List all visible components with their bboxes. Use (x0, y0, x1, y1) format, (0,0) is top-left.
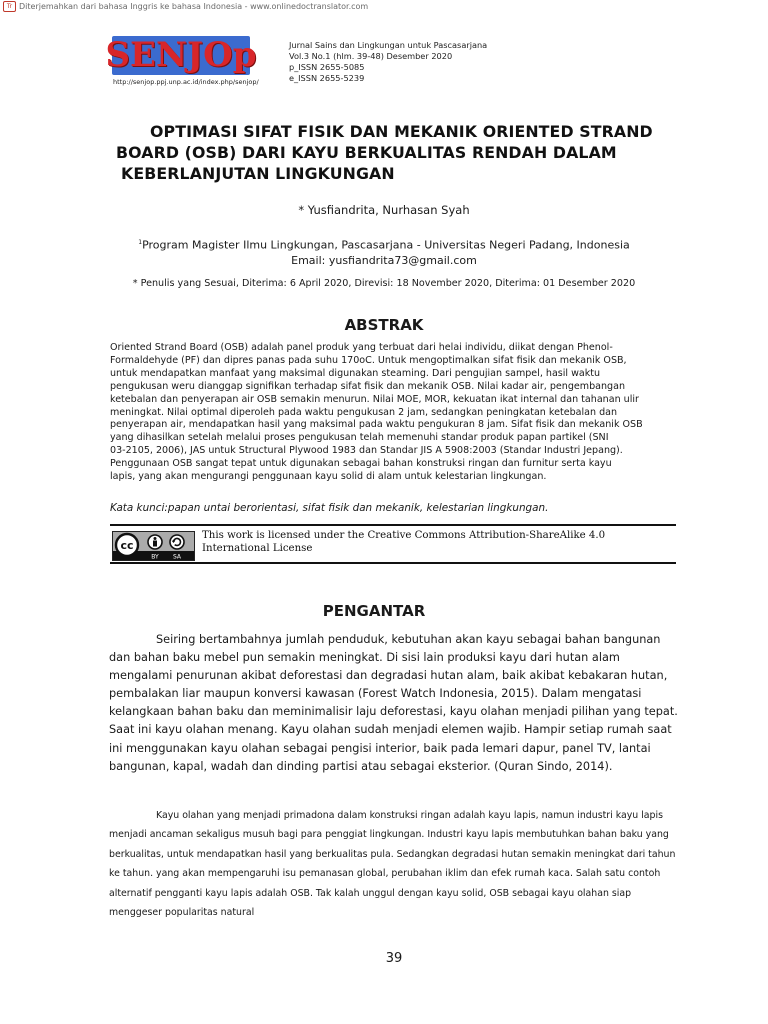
license-text-line: International License (202, 543, 313, 554)
translator-banner-text[interactable]: Diterjemahkan dari bahasa Inggris ke bahasa Indonesia - www.onlinedoctranslator.com (19, 1, 369, 11)
abstract-line: Oriented Strand Board (OSB) adalah panel produk yang terbuat dari helai individu, diikat dengan Phenol- (110, 342, 613, 353)
journal-logo (105, 35, 257, 75)
license-text[interactable] (202, 529, 605, 555)
abstract-line: penyerapan air, mendapatkan hasil yang maksimal pada waktu pengukuran 8 jam. Sifat fisik dan mekanik OSB (110, 419, 643, 431)
abstract-line: pengukusan weru dianggap signifikan terhadap sifat fisik dan mekanik OSB. Nilai kadar air, pengembangan (110, 380, 625, 392)
journal-pissn: p_ISSN 2655-5085 (289, 62, 365, 72)
license-box (110, 523, 676, 565)
article-title (116, 121, 676, 184)
title-line: OPTIMASI SIFAT FISIK DAN MEKANIK ORIENTED STRAND (150, 122, 653, 141)
abstract-line: ketebalan dan penyerapan air OSB semakin menurun. Nilai MOE, MOR, kekuatan ikat internal dan tahanan ulir (110, 393, 639, 405)
abstract-line: Formaldehyde (PF) dan dipres panas pada suhu 170oC. Untuk mengoptimalkan sifat fisik dan mekanik OSB, (110, 354, 627, 366)
abstract-line: yang dihasilkan setelah melalui proses pengukusan telah memenuhi standar produk papan partikel (SNI (110, 432, 609, 444)
abstract-line: 03-2105, 2006), JAS untuk Structural Plywood 1983 dan Standar JIS A 5908:2003 (Standar Industri Jepang). (110, 445, 623, 457)
section-heading: PENGANTAR (322, 602, 426, 620)
license-rule-top (110, 524, 676, 526)
abstract-line: untuk mendapatkan manfaat yang maksimal digunakan steaming. Dari pengujian sampel, hasil waktu (110, 367, 601, 379)
cc-icon-label: cc (120, 539, 134, 552)
translator-banner[interactable] (0, 0, 368, 12)
author-email[interactable]: Email: yusfiandrita73@gmail.com (291, 253, 477, 267)
affiliation-mark: 1 (138, 239, 143, 246)
page-number: 39 (385, 951, 403, 966)
abstract-heading: ABSTRAK (344, 316, 424, 334)
translate-icon: Tr (3, 1, 16, 12)
cc-badge-graphic (113, 532, 194, 560)
journal-eissn: e_ISSN 2655-5239 (289, 73, 365, 83)
title-line: KEBERLANJUTAN LINGKUNGAN (121, 164, 395, 183)
title-line: BOARD (OSB) DARI KAYU BERKUALITAS RENDAH DALAM (116, 143, 617, 162)
sa-label: SA (172, 553, 182, 560)
abstract-line: meningkat. Nilai optimal diperoleh pada waktu pengukusan 2 jam, sedangkan peningkatan ketebalan dan (110, 406, 618, 418)
license-rule-bottom (110, 562, 676, 564)
abstract-keywords: Kata kunci:papan untai berorientasi, sifat fisik dan mekanik, kelestarian lingkungan. (110, 502, 549, 514)
abstract-line: lapis, yang akan mengurangi penggunaan kayu solid di alam untuk kelestarian lingkungan. (110, 471, 547, 483)
cc-by-sa-badge[interactable] (112, 531, 195, 561)
intro-paragraph-1-text: Seiring bertambahnya jumlah penduduk, kebutuhan akan kayu sebagai bahan bangunan dan bahan baku mebel pun semakin meningkat. Di sisi lain produksi kayu dari hutan alam mengalami penurunan akibat deforestasi dan degradasi hutan alam, baik akibat kebakaran hutan, pembalakan liar maupun konversi kawasan (Forest Watch Indonesia, 2015). Dalam mengatasi kelangkaan bahan baku dan meminimalisir laju deforestasi, kayu olahan menjadi pilihan yang tepat. Saat ini kayu olahan menang. Kayu olahan sudah menjadi elemen wajib. Hampir setiap rumah saat ini menggunakan kayu olahan sebagai pengisi interior, baik pada lemari dapur, panel TV, lantai bangunan, kapal, wadah dan dinding partisi atau sebagai eksterior. (Quran Sindo, 2014). (109, 633, 678, 773)
journal-name: Jurnal Sains dan Lingkungan untuk Pascasarjana (289, 40, 488, 50)
sa-icon (170, 535, 184, 549)
license-text-line: This work is licensed under the Creative Commons Attribution-ShareAlike 4.0 (202, 530, 606, 541)
article-authors: * Yusfiandrita, Nurhasan Syah (298, 203, 470, 217)
intro-paragraph-2 (109, 806, 683, 922)
by-label: BY (151, 553, 159, 560)
intro-paragraph-1 (109, 631, 683, 776)
abstract-line: Penggunaan OSB sangat tepat untuk digunakan sebagai bahan konstruksi ringan dan furnitur serta kayu (110, 458, 612, 470)
journal-url[interactable]: http://senjop.ppj.unp.ac.id/index.php/senjop/ (113, 78, 259, 86)
affiliation-text: Program Magister Ilmu Lingkungan, Pascasarjana - Universitas Negeri Padang, Indonesia (142, 238, 630, 252)
article-dates: * Penulis yang Sesuai, Diterima: 6 April 2020, Direvisi: 18 November 2020, Diterima: 01 Desember 2020 (132, 278, 636, 289)
journal-logo-text: SENJOp (105, 35, 257, 75)
journal-info (289, 40, 487, 84)
abstract-body (110, 342, 682, 484)
article-affiliation (0, 235, 768, 268)
journal-volume: Vol.3 No.1 (hlm. 39-48) Desember 2020 (289, 51, 453, 61)
intro-paragraph-2-text: Kayu olahan yang menjadi primadona dalam konstruksi ringan adalah kayu lapis, namun industri kayu lapis menjadi ancaman sekaligus musuh bagi para penggiat lingkungan. Industri kayu lapis membutuhkan bahan baku yang berkualitas, untuk mendapatkan hasil yang berkualitas pula. Sedangkan degradasi hutan semakin meningkat dari tahun ke tahun. yang akan mempengaruhi isu pemanasan global, perubahan iklim dan efek rumah kaca. Salah satu contoh alternatif pengganti kayu lapis adalah OSB. Tak kalah unggul dengan kayu solid, OSB sebagai kayu olahan siap menggeser popularitas natural (109, 810, 676, 919)
